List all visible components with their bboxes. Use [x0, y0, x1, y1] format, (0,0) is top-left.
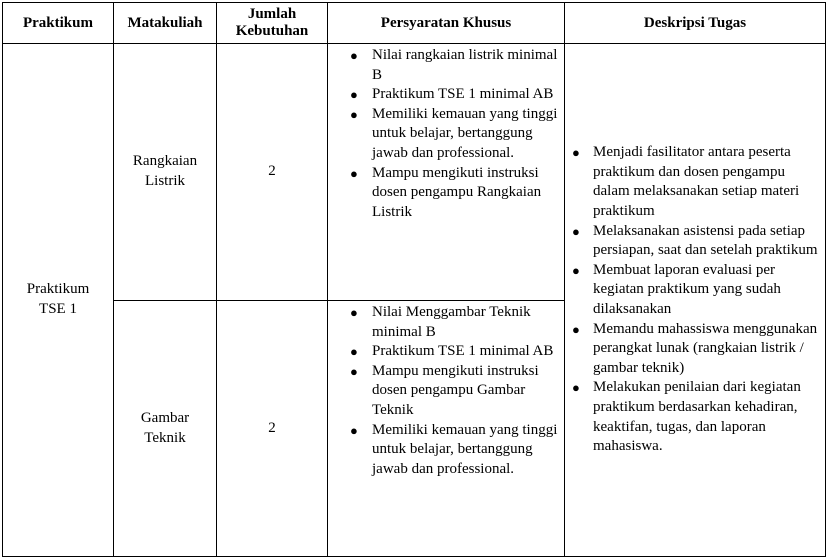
table-row: [3, 44, 826, 301]
praktikum-cell: Praktikum TSE 1: [3, 44, 114, 557]
bullet-icon: ●: [350, 87, 358, 103]
bullet-icon: ●: [572, 380, 580, 396]
list-item: ● Membuat laporan evaluasi per kegiatan praktikum yang sudah dilaksanakan: [572, 261, 781, 317]
list-item: ● Menjadi fasilitator antara peserta praktikum dan dosen pengampu dalam melaksanakan setiap materi praktikum: [572, 144, 800, 220]
course-name-cell: Gambar Teknik: [114, 301, 217, 557]
header-row: [3, 3, 826, 44]
list-item: ● Mampu mengikuti instruksi dosen pengampu Rangkaian Listrik: [350, 164, 542, 220]
tasks-cell: [565, 44, 826, 557]
bullet-icon: ●: [572, 321, 580, 337]
bullet-icon: ●: [350, 363, 358, 379]
list-item: ● Melaksanakan asistensi pada setiap persiapan, saat dan setelah praktikum: [572, 222, 818, 259]
requirements-list: [328, 301, 564, 479]
bullet-icon: ●: [350, 305, 358, 320]
list-item: ● Praktikum TSE 1 minimal AB: [328, 85, 564, 105]
list-item: ● Melakukan penilaian dari kegiatan praktikum berdasarkan kehadiran, keaktifan, tugas, dan laporan mahasiswa.: [572, 379, 801, 455]
bullet-icon: ●: [572, 145, 580, 161]
bullet-icon: ●: [350, 165, 358, 181]
header-praktikum: Praktikum: [3, 3, 114, 44]
bullet-icon: ●: [572, 262, 580, 278]
list-item: ● Memiliki kemauan yang tinggi untuk belajar, bertanggung jawab dan professional.: [350, 105, 558, 161]
list-item: ● Nilai rangkaian listrik minimal B: [350, 47, 558, 83]
list-item: ● Memandu mahassiswa menggunakan perangkat lunak (rangkaian listrik / gambar teknik): [572, 320, 818, 376]
list-item: ● Mampu mengikuti instruksi dosen pengampu Gambar Teknik: [350, 362, 539, 418]
course-count-cell: 2: [217, 301, 328, 557]
bullet-icon: ●: [350, 344, 358, 360]
tasks-list: [565, 143, 825, 457]
header-jumlah-kebutuhan: Jumlah Kebutuhan: [217, 3, 328, 44]
header-persyaratan-khusus: Persyaratan Khusus: [328, 3, 565, 44]
requirements-cell: [328, 301, 565, 557]
list-item: ● Nilai Menggambar Teknik minimal B: [350, 304, 531, 340]
list-item: ● Memiliki kemauan yang tinggi untuk belajar, bertanggung jawab dan professional.: [350, 421, 558, 477]
header-matakuliah: Matakuliah: [114, 3, 217, 44]
requirements-cell: [328, 44, 565, 301]
course-count-cell: 2: [217, 44, 328, 301]
bullet-icon: ●: [350, 422, 358, 438]
bullet-icon: ●: [572, 223, 580, 239]
header-deskripsi-tugas: Deskripsi Tugas: [565, 3, 826, 44]
requirements-list: [328, 44, 564, 222]
course-name-cell: Rangkaian Listrik: [114, 44, 217, 301]
requirements-table: [2, 2, 826, 557]
bullet-icon: ●: [350, 106, 358, 122]
bullet-icon: ●: [350, 48, 358, 63]
list-item: ● Praktikum TSE 1 minimal AB: [328, 342, 564, 362]
